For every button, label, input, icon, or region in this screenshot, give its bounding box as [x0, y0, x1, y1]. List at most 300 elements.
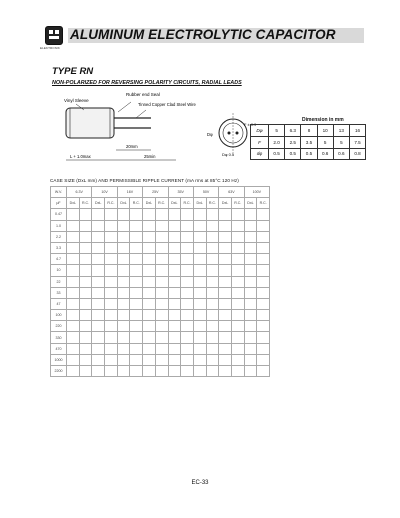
voltage-header: 16V [117, 187, 142, 198]
ripple-current-cell [155, 254, 168, 265]
body-length-label: L + 1.0max [70, 154, 91, 159]
ripple-current-cell [155, 242, 168, 253]
case-size-cell [168, 254, 181, 265]
ripple-current-cell [231, 332, 244, 343]
table-row [51, 298, 270, 309]
case-size-cell [244, 220, 257, 231]
ripple-current-cell [130, 231, 143, 242]
case-size-cell [193, 220, 206, 231]
rc-header: R.C. [257, 198, 270, 209]
case-size-cell [219, 354, 232, 365]
rc-header: R.C. [206, 198, 219, 209]
case-size-cell [143, 298, 156, 309]
case-size-cell [168, 310, 181, 321]
ripple-current-cell [105, 332, 118, 343]
row-label: dφ [251, 148, 269, 160]
case-size-cell [117, 287, 130, 298]
case-size-cell [168, 287, 181, 298]
ripple-current-cell [155, 276, 168, 287]
case-size-cell [219, 265, 232, 276]
ripple-current-cell [231, 310, 244, 321]
ripple-current-cell [155, 310, 168, 321]
case-size-cell [193, 276, 206, 287]
ripple-current-cell [105, 220, 118, 231]
ripple-current-cell [257, 332, 270, 343]
cell: 13 [333, 125, 349, 137]
rc-header: R.C. [231, 198, 244, 209]
table-row [51, 332, 270, 343]
case-size-cell [143, 220, 156, 231]
table-row [51, 220, 270, 231]
dimension-row-f [251, 136, 366, 148]
case-size-cell [67, 287, 80, 298]
case-size-cell [244, 231, 257, 242]
rc-header: R.C. [130, 198, 143, 209]
case-size-cell [67, 220, 80, 231]
ripple-current-cell [257, 287, 270, 298]
ripple-current-cell [155, 321, 168, 332]
case-size-cell [92, 298, 105, 309]
dxl-header: DxL [244, 198, 257, 209]
cell: 0.6 [333, 148, 349, 160]
case-size-cell [92, 254, 105, 265]
cell: 5 [269, 125, 285, 137]
ripple-current-cell [130, 310, 143, 321]
ripple-current-cell [130, 254, 143, 265]
case-size-cell [244, 310, 257, 321]
ripple-current-cell [130, 265, 143, 276]
case-size-cell [168, 354, 181, 365]
ripple-current-cell [257, 354, 270, 365]
table-row [51, 343, 270, 354]
ripple-current-cell [181, 276, 194, 287]
ripple-current-cell [130, 343, 143, 354]
cell: 0.5 [269, 148, 285, 160]
case-size-cell [219, 343, 232, 354]
ripple-current-cell [155, 265, 168, 276]
case-size-cell [117, 209, 130, 220]
page-title: ALUMINUM ELECTROLYTIC CAPACITOR [70, 27, 336, 42]
ripple-current-cell [231, 242, 244, 253]
case-size-cell [92, 287, 105, 298]
ripple-current-cell [105, 231, 118, 242]
case-size-cell [92, 343, 105, 354]
case-size-cell [219, 287, 232, 298]
ripple-current-cell [155, 231, 168, 242]
case-size-cell [67, 276, 80, 287]
ripple-current-cell [79, 254, 92, 265]
case-size-cell [244, 321, 257, 332]
table-row [51, 242, 270, 253]
case-size-cell [219, 332, 232, 343]
end-view-d-label: Dφ [207, 132, 213, 137]
capacitance-cell: 10 [51, 265, 67, 276]
ripple-current-cell [231, 209, 244, 220]
capacitance-cell: 1.0 [51, 220, 67, 231]
ripple-current-cell [206, 332, 219, 343]
case-size-cell [219, 366, 232, 377]
case-size-cell [244, 276, 257, 287]
ripple-current-cell [130, 298, 143, 309]
case-size-cell [143, 366, 156, 377]
ripple-current-cell [257, 310, 270, 321]
case-size-cell [244, 354, 257, 365]
cell: 2.5 [285, 136, 301, 148]
case-size-cell [193, 242, 206, 253]
ripple-current-cell [105, 366, 118, 377]
ripple-current-cell [231, 254, 244, 265]
case-size-cell [92, 332, 105, 343]
case-size-cell [193, 343, 206, 354]
case-size-table [50, 186, 270, 377]
case-size-cell [117, 254, 130, 265]
case-size-cell [193, 298, 206, 309]
table-row [51, 310, 270, 321]
ripple-current-cell [155, 354, 168, 365]
case-size-cell [168, 321, 181, 332]
case-size-cell [193, 231, 206, 242]
ripple-current-cell [79, 287, 92, 298]
case-size-cell [219, 298, 232, 309]
end-view-f-label: F ± 0.5 [244, 122, 256, 127]
cell: 0.8 [349, 148, 365, 160]
rc-header: R.C. [181, 198, 194, 209]
dxl-header: DxL [168, 198, 181, 209]
ripple-current-cell [231, 366, 244, 377]
case-size-cell [143, 231, 156, 242]
ripple-current-cell [181, 366, 194, 377]
table-row [51, 209, 270, 220]
case-size-cell [117, 220, 130, 231]
ripple-current-cell [79, 343, 92, 354]
case-size-cell [168, 366, 181, 377]
case-size-cell [219, 310, 232, 321]
cell: 0.6 [317, 148, 333, 160]
ripple-current-cell [231, 321, 244, 332]
ripple-current-cell [181, 254, 194, 265]
ripple-current-cell [130, 332, 143, 343]
case-size-cell [219, 276, 232, 287]
capacitance-cell: 1000 [51, 354, 67, 365]
ripple-current-cell [130, 276, 143, 287]
ripple-current-cell [257, 265, 270, 276]
case-table-title: CASE SIZE (DxL mm) AND PERMISSIBLE RIPPLE CURRENT (mA rms at 85°C 120 Hz) [50, 178, 239, 183]
ripple-current-cell [257, 298, 270, 309]
capacitance-cell: 2200 [51, 366, 67, 377]
case-size-cell [67, 321, 80, 332]
case-size-cell [168, 231, 181, 242]
dimension-table [250, 124, 366, 160]
capacitance-cell: 3.3 [51, 242, 67, 253]
case-size-cell [193, 321, 206, 332]
ripple-current-cell [79, 354, 92, 365]
case-size-cell [92, 231, 105, 242]
min-length-label: 25min [144, 154, 156, 159]
case-size-cell [143, 287, 156, 298]
case-size-cell [143, 332, 156, 343]
ripple-current-cell [231, 265, 244, 276]
case-size-cell [143, 254, 156, 265]
case-size-cell [244, 343, 257, 354]
cell: 3.5 [301, 136, 317, 148]
ripple-current-cell [257, 321, 270, 332]
case-size-cell [219, 231, 232, 242]
case-size-cell [244, 287, 257, 298]
case-size-cell [117, 343, 130, 354]
capacitor-dimension-diagram [56, 88, 256, 168]
case-size-cell [219, 220, 232, 231]
ripple-current-cell [130, 366, 143, 377]
case-size-cell [244, 298, 257, 309]
case-size-cell [219, 254, 232, 265]
ripple-current-cell [79, 332, 92, 343]
case-size-cell [244, 254, 257, 265]
case-size-cell [117, 242, 130, 253]
ripple-current-cell [105, 265, 118, 276]
lead-wire-label: Tinned Copper Clad Steel Wire [138, 102, 196, 107]
case-size-cell [193, 366, 206, 377]
dimension-row-d [251, 125, 366, 137]
cell: 6.3 [285, 125, 301, 137]
ripple-current-cell [155, 287, 168, 298]
case-size-cell [117, 265, 130, 276]
ripple-current-cell [155, 332, 168, 343]
ripple-current-cell [206, 220, 219, 231]
ripple-current-cell [105, 298, 118, 309]
ripple-current-cell [231, 276, 244, 287]
vinyl-sleeve-label: Vinyl Sleeve [64, 98, 89, 103]
ripple-current-cell [130, 209, 143, 220]
ripple-current-cell [105, 310, 118, 321]
ripple-current-cell [105, 254, 118, 265]
ripple-current-cell [155, 209, 168, 220]
case-size-cell [92, 209, 105, 220]
cell: 8 [301, 125, 317, 137]
case-size-cell [143, 343, 156, 354]
rc-header: R.C. [79, 198, 92, 209]
ripple-current-cell [181, 298, 194, 309]
ripple-current-cell [79, 276, 92, 287]
capacitance-cell: 22 [51, 276, 67, 287]
ripple-current-cell [206, 354, 219, 365]
case-size-cell [168, 265, 181, 276]
cell: 0.5 [285, 148, 301, 160]
ripple-current-cell [181, 231, 194, 242]
case-size-cell [67, 231, 80, 242]
ripple-current-cell [231, 343, 244, 354]
case-size-cell [193, 310, 206, 321]
case-size-cell [193, 265, 206, 276]
ripple-current-cell [79, 242, 92, 253]
table-row [51, 366, 270, 377]
case-size-cell [92, 310, 105, 321]
dxl-header: DxL [219, 198, 232, 209]
unit-header: μF [51, 198, 67, 209]
type-heading: TYPE RN [52, 66, 94, 77]
ripple-current-cell [79, 321, 92, 332]
ripple-current-cell [257, 366, 270, 377]
ripple-current-cell [257, 343, 270, 354]
case-size-cell [92, 321, 105, 332]
case-size-cell [92, 265, 105, 276]
subheader-row [51, 198, 270, 209]
case-size-cell [168, 332, 181, 343]
ripple-current-cell [257, 231, 270, 242]
case-size-cell [92, 276, 105, 287]
ripple-current-cell [257, 209, 270, 220]
subtitle: NON-POLARIZED FOR REVERSING POLARITY CIRCUITS, RADIAL LEADS [52, 80, 242, 86]
ripple-current-cell [206, 209, 219, 220]
case-size-cell [67, 332, 80, 343]
ripple-current-cell [79, 366, 92, 377]
case-size-cell [168, 220, 181, 231]
case-size-cell [67, 254, 80, 265]
case-size-cell [193, 332, 206, 343]
ripple-current-cell [79, 310, 92, 321]
capacitance-cell: 4.7 [51, 254, 67, 265]
dimension-row-lead [251, 148, 366, 160]
case-size-cell [168, 242, 181, 253]
voltage-header: 35V [168, 187, 193, 198]
case-size-cell [117, 332, 130, 343]
ripple-current-cell [206, 287, 219, 298]
ripple-current-cell [181, 265, 194, 276]
ripple-current-cell [181, 321, 194, 332]
ripple-current-cell [231, 220, 244, 231]
ripple-current-cell [206, 298, 219, 309]
ripple-current-cell [181, 310, 194, 321]
table-row [51, 254, 270, 265]
cell: 5 [317, 136, 333, 148]
case-size-cell [219, 321, 232, 332]
capacitance-cell: 220 [51, 321, 67, 332]
case-size-cell [117, 321, 130, 332]
case-size-cell [219, 242, 232, 253]
rc-header: R.C. [155, 198, 168, 209]
capacitance-cell: 0.47 [51, 209, 67, 220]
ripple-current-cell [257, 254, 270, 265]
rc-header: R.C. [105, 198, 118, 209]
row-label: Dφ [251, 125, 269, 137]
voltage-header: 6.3V [67, 187, 92, 198]
table-row [51, 231, 270, 242]
case-size-cell [117, 231, 130, 242]
case-size-cell [143, 276, 156, 287]
ripple-current-cell [206, 310, 219, 321]
case-size-cell [67, 265, 80, 276]
ripple-current-cell [79, 298, 92, 309]
case-size-cell [143, 265, 156, 276]
case-size-cell [143, 242, 156, 253]
case-size-cell [67, 366, 80, 377]
case-size-cell [168, 209, 181, 220]
case-size-cell [92, 242, 105, 253]
case-size-cell [143, 354, 156, 365]
page-number: EC-33 [191, 480, 209, 486]
ripple-current-cell [206, 231, 219, 242]
cell: 0.5 [301, 148, 317, 160]
ripple-current-cell [206, 265, 219, 276]
ripple-current-cell [206, 276, 219, 287]
rubber-seal-label: Rubber end Seal [126, 92, 160, 97]
ripple-current-cell [130, 321, 143, 332]
case-size-cell [117, 366, 130, 377]
ripple-current-cell [231, 231, 244, 242]
case-size-cell [117, 354, 130, 365]
capacitance-cell: 470 [51, 343, 67, 354]
table-row [51, 321, 270, 332]
ripple-current-cell [206, 242, 219, 253]
ripple-current-cell [231, 298, 244, 309]
ripple-current-cell [155, 366, 168, 377]
case-size-cell [244, 332, 257, 343]
ripple-current-cell [105, 354, 118, 365]
dxl-header: DxL [67, 198, 80, 209]
case-size-cell [92, 354, 105, 365]
wv-header: W.V. [51, 187, 67, 198]
row-label: F [251, 136, 269, 148]
ripple-current-cell [105, 242, 118, 253]
ripple-current-cell [206, 254, 219, 265]
cell: 7.5 [349, 136, 365, 148]
brand-logo-icon [45, 26, 63, 45]
ripple-current-cell [105, 343, 118, 354]
ripple-current-cell [130, 287, 143, 298]
case-size-cell [168, 276, 181, 287]
ripple-current-cell [181, 209, 194, 220]
table-row [51, 276, 270, 287]
case-size-cell [67, 310, 80, 321]
ripple-current-cell [257, 220, 270, 231]
voltage-header: 10V [92, 187, 117, 198]
case-size-cell [143, 209, 156, 220]
cell: 10 [317, 125, 333, 137]
ripple-current-cell [206, 366, 219, 377]
end-view-lead-label: Dφ 0.5 [222, 152, 235, 157]
case-size-cell [67, 298, 80, 309]
table-row [51, 265, 270, 276]
ripple-current-cell [181, 287, 194, 298]
ripple-current-cell [206, 343, 219, 354]
cell: 5 [333, 136, 349, 148]
case-size-cell [244, 366, 257, 377]
capacitance-cell: 47 [51, 298, 67, 309]
case-size-cell [117, 298, 130, 309]
voltage-header: 63V [219, 187, 244, 198]
ripple-current-cell [181, 354, 194, 365]
case-size-cell [117, 310, 130, 321]
case-size-cell [244, 209, 257, 220]
ripple-current-cell [79, 231, 92, 242]
ripple-current-cell [257, 242, 270, 253]
ripple-current-cell [206, 321, 219, 332]
ripple-current-cell [181, 343, 194, 354]
case-size-cell [168, 343, 181, 354]
voltage-header: 100V [244, 187, 269, 198]
case-size-cell [193, 354, 206, 365]
case-size-cell [244, 265, 257, 276]
dxl-header: DxL [143, 198, 156, 209]
capacitance-cell: 2.2 [51, 231, 67, 242]
ripple-current-cell [79, 209, 92, 220]
ripple-current-cell [155, 298, 168, 309]
case-size-cell [143, 321, 156, 332]
ripple-current-cell [105, 321, 118, 332]
ripple-current-cell [130, 354, 143, 365]
lead-length-label: 20mm [126, 144, 138, 149]
table-row [51, 287, 270, 298]
case-size-cell [67, 354, 80, 365]
